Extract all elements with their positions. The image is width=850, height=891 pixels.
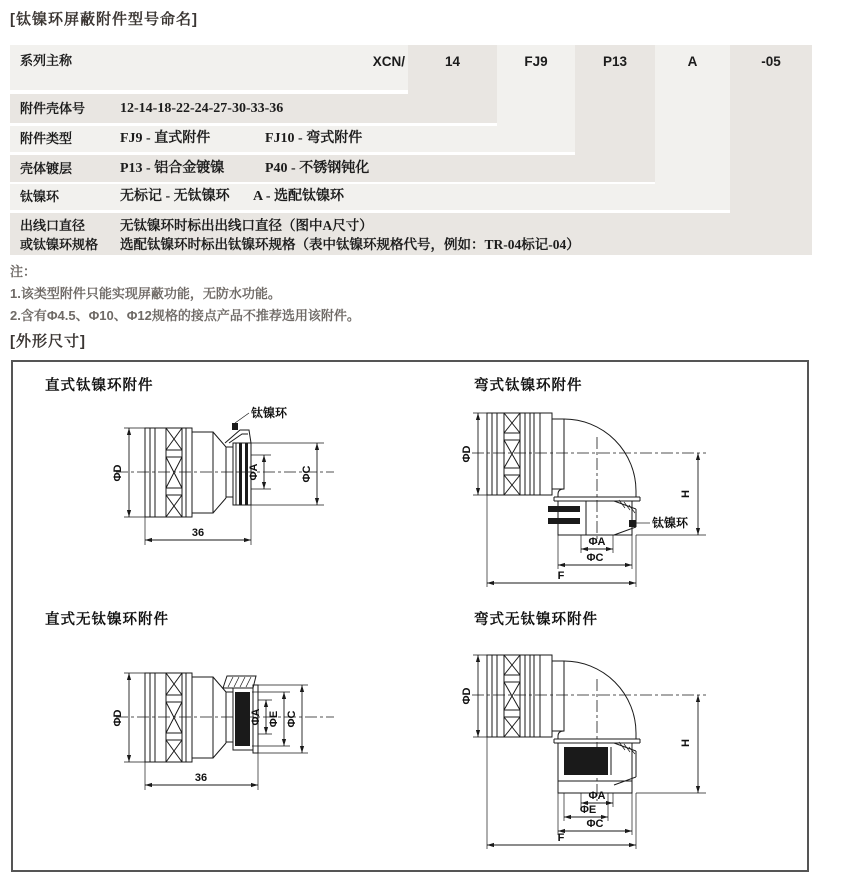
dim-label: F xyxy=(557,832,565,844)
code-column-block xyxy=(730,45,812,255)
row-label-ring: 钛镍环 xyxy=(20,189,60,204)
notes-title: 注： xyxy=(10,264,37,279)
row-label-shell: 附件壳体号 xyxy=(20,101,86,116)
dim-label: ΦC xyxy=(286,710,298,728)
dim-label: ΦD xyxy=(461,687,473,705)
outlet-rule-line2: 选配钛镍环时标出钛镍环规格（表中钛镍环规格代号，例如：TR-04标记-04） xyxy=(120,237,580,252)
figure-title-straight-ring: 直式钛镍环附件 xyxy=(45,378,154,394)
dim-label: H xyxy=(680,490,692,498)
page-title-dimensions: [外形尺寸] xyxy=(10,333,86,350)
row-label-outlet-line2: 或钛镍环规格 xyxy=(20,237,99,252)
plating-option-1: P13 - 铝合金镀镍 xyxy=(120,161,225,176)
row-label-series: 系列主称 xyxy=(20,53,73,68)
figure-elbow-ring xyxy=(430,393,730,598)
dim-label: ΦA xyxy=(250,708,262,726)
dimensions xyxy=(461,413,706,587)
dim-label: ΦE xyxy=(579,804,597,816)
plating-option-2: P40 - 不锈钢钝化 xyxy=(265,161,370,176)
outlet-rule-line1: 无钛镍环时标出出线口直径（图中A尺寸） xyxy=(120,218,373,233)
dim-label: ΦC xyxy=(301,465,313,483)
note-item-1: 1.该类型附件只能实现屏蔽功能，无防水功能。 xyxy=(10,286,281,301)
ring-option-1: 无标记 - 无钛镍环 xyxy=(120,189,230,204)
row-label-outlet-line1: 出线口直径 xyxy=(20,218,86,233)
titanium-ring xyxy=(629,520,636,527)
shell-sizes-value: 12-14-18-22-24-27-30-33-36 xyxy=(120,101,284,116)
dim-label: 36 xyxy=(194,772,208,784)
dimensions xyxy=(112,428,324,545)
ring-option-2: A - 选配钛镍环 xyxy=(253,189,344,204)
dim-label: ΦC xyxy=(586,818,604,830)
figure-straight-plain xyxy=(20,625,360,800)
dim-label: ΦA xyxy=(248,463,260,481)
row-label-type: 附件类型 xyxy=(20,131,73,146)
titanium-ring xyxy=(232,423,238,430)
note-item-2: 2.含有Φ4.5、Φ10、Φ12规格的接点产品不推荐选用该附件。 xyxy=(10,308,360,323)
dim-label: ΦD xyxy=(112,709,124,727)
code-type: FJ9 xyxy=(524,54,548,69)
figure-title-straight-plain: 直式无钛镍环附件 xyxy=(45,612,169,628)
dim-label: ΦD xyxy=(461,445,473,463)
figure-elbow-plain xyxy=(430,625,730,865)
figure-title-elbow-ring: 弯式钛镍环附件 xyxy=(474,378,583,394)
code-shell-size: 14 xyxy=(444,54,461,69)
ring-callout-label: 钛镍环 xyxy=(251,406,288,420)
code-ring: A xyxy=(687,54,698,69)
dim-label: ΦC xyxy=(586,552,604,564)
dim-label: 36 xyxy=(191,527,205,539)
type-option-1: FJ9 - 直式附件 xyxy=(120,131,211,146)
series-prefix: XCN/ xyxy=(372,54,405,69)
model-naming-table xyxy=(10,45,812,255)
connector-outline xyxy=(116,673,334,762)
connector-outline xyxy=(116,413,334,517)
figure-straight-ring xyxy=(20,395,360,555)
row-stripe xyxy=(10,184,730,210)
dimensions xyxy=(112,673,308,790)
dim-label: ΦA xyxy=(588,790,606,802)
code-outlet: -05 xyxy=(761,54,781,69)
page-title-naming: [钛镍环屏蔽附件型号命名] xyxy=(10,11,198,28)
dim-label: ΦA xyxy=(588,536,606,548)
figure-title-elbow-plain: 弯式无钛镍环附件 xyxy=(474,612,598,628)
dim-label: F xyxy=(557,570,565,582)
dim-label: ΦE xyxy=(268,710,280,728)
ring-callout-label: 钛镍环 xyxy=(652,516,689,530)
code-plating: P13 xyxy=(602,54,628,69)
type-option-2: FJ10 - 弯式附件 xyxy=(265,131,363,146)
dim-label: ΦD xyxy=(112,464,124,482)
connector-outline xyxy=(472,655,706,801)
dim-label: H xyxy=(680,739,692,747)
row-label-plating: 壳体镀层 xyxy=(20,161,73,176)
